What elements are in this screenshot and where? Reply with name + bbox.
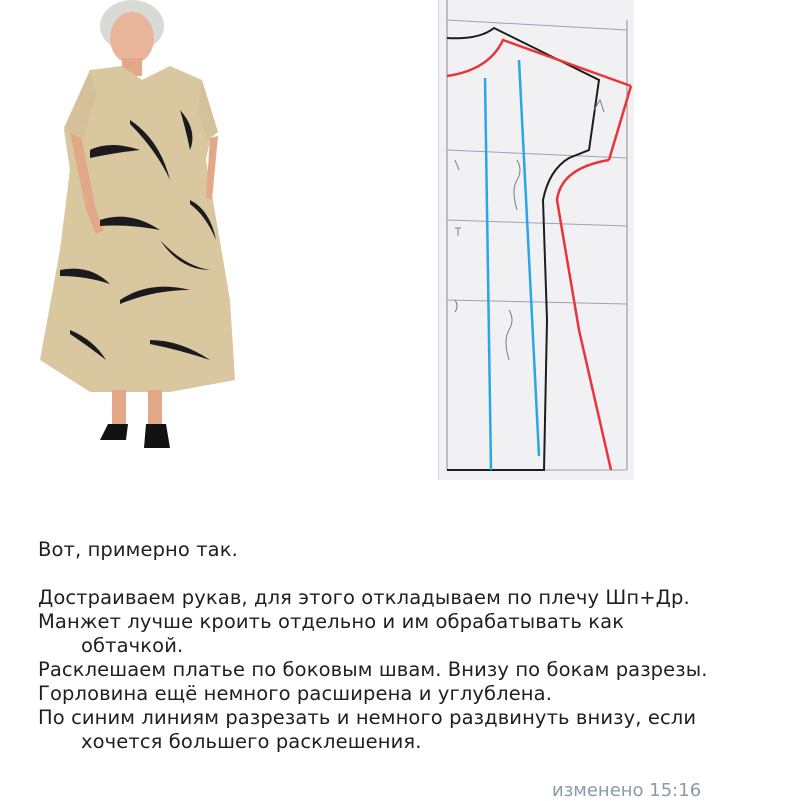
sewing-pattern-drawing-icon: [439, 0, 634, 480]
message-text: [38, 538, 778, 754]
sewing-pattern-image[interactable]: [438, 0, 634, 480]
message-line: Расклешаем платье по боковым швам. Внизу по бокам разрезы.: [38, 658, 708, 681]
message-line: Горловина ещё немного расширена и углублена.: [38, 682, 553, 705]
message-blank-line: [38, 562, 778, 586]
message-line: Вот, примерно так.: [38, 538, 238, 561]
message-line: Достраиваем рукав, для этого откладываем по плечу Шп+Др.: [38, 586, 690, 609]
message-line: обтачкой.: [81, 634, 184, 657]
message-line: хочется большего расклешения.: [81, 730, 422, 753]
dress-photo[interactable]: [30, 0, 240, 460]
edited-timestamp: изменено 15:16: [552, 780, 702, 801]
message-line: Манжет лучше кроить отдельно и им обрабатывать как: [38, 610, 625, 633]
woman-in-dress-photo-icon: [30, 0, 240, 460]
message-line: По синим линиям разрезать и немного раздвинуть внизу, если: [38, 706, 697, 729]
